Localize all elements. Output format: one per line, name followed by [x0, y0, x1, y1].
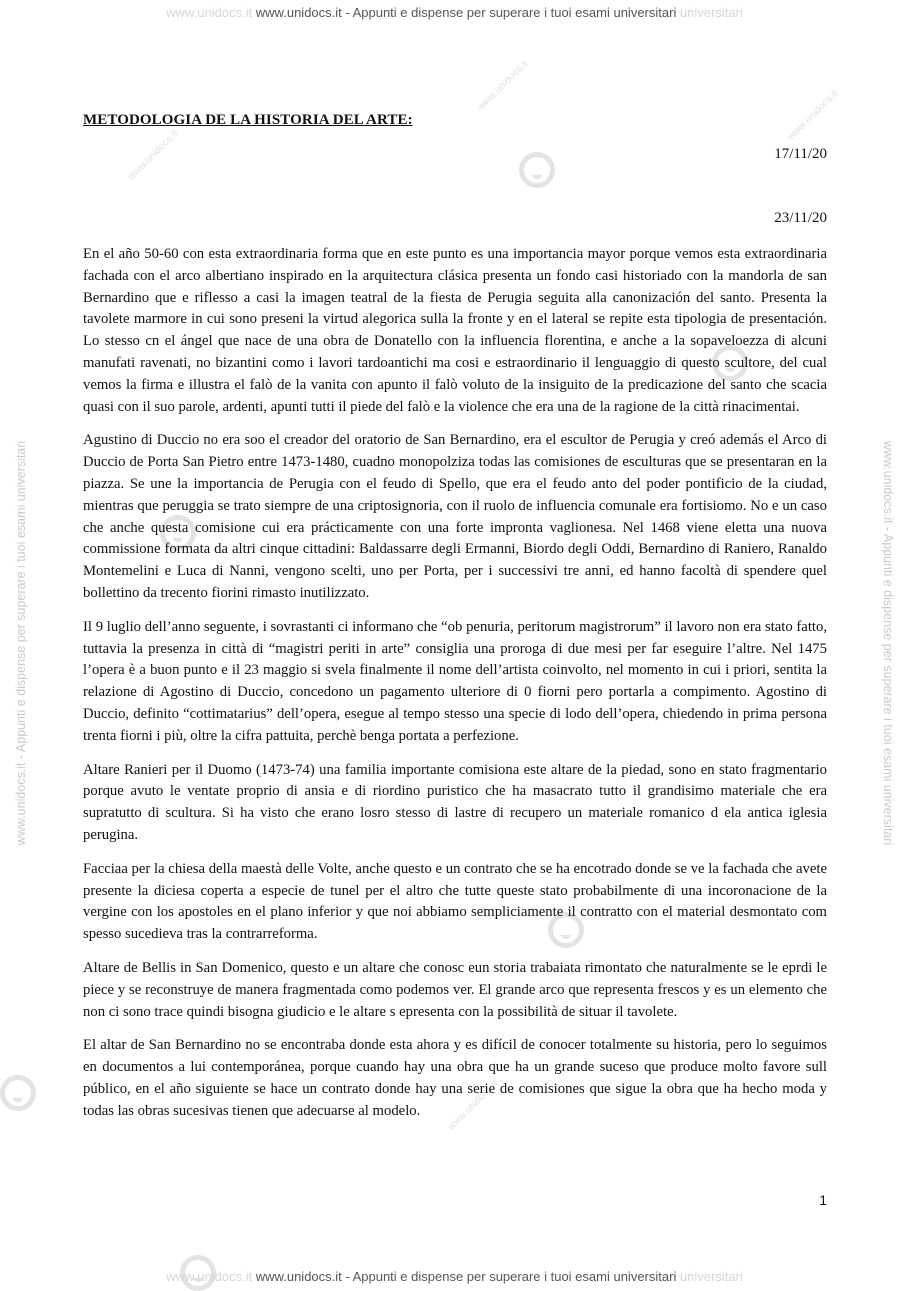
document-title: METODOLOGIA DE LA HISTORIA DEL ARTE:	[83, 112, 413, 128]
watermark-diagonal: www.unidocs.it	[125, 128, 181, 183]
watermark-faded-left: www.unidocs.it	[166, 1269, 253, 1284]
watermark-side-right: www.unidocs.it - Appunti e dispense per superare i tuoi esami universitari	[881, 440, 895, 846]
watermark-faded-right: universitari	[679, 5, 743, 20]
date-label: 23/11/20	[774, 210, 827, 226]
date-label: 17/11/20	[774, 146, 827, 162]
watermark-faded-right: universitari	[679, 1269, 743, 1284]
watermark-banner-bottom	[0, 1266, 909, 1288]
watermark-faded-left: www.unidocs.it	[166, 5, 253, 20]
page-number: 1	[819, 1192, 827, 1208]
watermark-banner-top	[0, 2, 909, 24]
paragraph: Il 9 luglio dell’anno seguente, i sovrastanti ci informano che “ob penuria, peritorum magistrorum” il lavoro non era stato fatto, tuttavia la presenza in città di “magistri periti in arte” consiglia una proroga di due mesi per far eseguire l’altre. Nel 1475 l’opera è a buon punto e il 23 maggio si svela finalmente il nome dell’artista coinvolto, nel momento in cui i priori, sentita la relazione di Agostino di Duccio, concedono un pagamento ulteriore di 0 fiorni pero portarla a compimento. Agostino di Duccio, definito “cottimatarius” dell’opera, esegue al tempo stesso una specie di lodo dell’opera, chiedendo in prima persona trenta fiorni i più, oltre la cifra pattuita, perchè benga portata a perfezione.	[83, 618, 827, 744]
paragraph: En el año 50-60 con esta extraordinaria forma que en este punto es una importancia mayor porque vemos esta extraordinaria fachada con el arco albertiano inspirado en la arquitectura clásica presenta un fondo casi historiado con la mandorla de san Bernardino que e riflesso a casi la imagen teatral de la fiesta de Perugia seguita alla canonización del santo. Presenta la tavolete marmore in cui sono preseni la virtud alegorica sulla la fronte y en el lateral se repite esta tipologia de presentación. Lo stesso cn el ángel que nace de una obra de Donatello con la influencia florentina, e anche a la sopaveloezza di alcuni manufati ravenati, no bizantini como i lavori tardoantichi ma cosi e estraordinario il lenguaggio di questo scultore, del cual vemos la firma e illustra el falò de la vanita con apunto il falò voluto de la insiguito de la predicazione del santo che scacia quasi con il suo parole, ardenti, apunti tutti il piede del falò e la violence che era una de la ragione de la città rinacimentai.	[83, 246, 827, 415]
unidocs-logo-icon	[519, 152, 555, 188]
watermark-banner-text: www.unidocs.it - Appunti e dispense per superare i tuoi esami universitari	[255, 5, 677, 20]
paragraph: Altare Ranieri per il Duomo (1473-74) una familia importante comisiona este altare de la piedad, sono en stato fragmentario porque avuto le ventate proprio di ansia e di riordino puristico che ha masacrato tutto il grandisimo materiale che era supratutto di scultura. Si ha visto che erano losro stesso di lastre di recupero un materiale romanico d ela antica iglesia perugina.	[83, 761, 827, 843]
watermark-diagonal: www.unidocs.it	[445, 1078, 501, 1133]
watermark-diagonal: www.unidocs.it	[785, 88, 841, 143]
watermark-diagonal: www.unidocs.it	[475, 58, 531, 113]
unidocs-logo-icon	[0, 1075, 36, 1111]
watermark-side-left: www.unidocs.it - Appunti e dispense per superare i tuoi esami universitari	[14, 440, 28, 846]
document-body	[83, 244, 827, 1134]
watermark-banner-text: www.unidocs.it - Appunti e dispense per superare i tuoi esami universitari	[255, 1269, 677, 1284]
paragraph: El altar de San Bernardino no se encontraba donde esta ahora y es difícil de conocer totalmente su historia, pero lo seguimos en documentos a lui contemporánea, porque cuando hay una obra que ha un grande suceso que produce molto favore sull público, en el año siguiente se hace un contrato donde hay una serie de comisiones que sigue la obra que ha hecho moda y todas las obras sucesivas tienen que adecuarse al modelo.	[83, 1037, 827, 1119]
paragraph: Facciaa per la chiesa della maestà delle Volte, anche questo e un contrato che se ha encotrado donde se ve la fachada che avete presente la diciesa coperta a especie de tunel per el altro che tutte queste stato probabilmente di una incoronacione de la vergine con los apostoles en el plano inferior y que noi abbiamo sempliciamente il contratto con el material desmontato com spesso sucedieva tras la contrarreforma.	[83, 860, 827, 943]
paragraph: Agustino di Duccio no era soo el creador del oratorio de San Bernardino, era el escultor de Perugia y creó además el Arco di Duccio de Porta San Pietro entre 1473-1480, cuadno monopolziza todas las comisiones de esculturas que se presentaran en la piazza. Se une la importancia de Perugia con el feudo di Spello, que era el feudo anto del poder pontificio de la ciudad, mientras que peruggia se trato siempre de una criptosignoria, con il ruolo de influencia comunale era fortisiomo. No e un caso che anche questa comisione cui era prácticamente con una forte impronta vaglionesa. Nel 1468 viene eletta una nuova commissione formata da altri cinque cittadini: Baldassarre degli Ermanni, Biordo degli Oddi, Bernardino di Raniero, Ranaldo Montemelini e Luca di Nanni, vengono scelti, uno per Porta, per i successivi tre anni, ed hanno facoltà di spendere quel bollettino da trecento fiorini rimasto inutilizzato.	[83, 432, 827, 601]
paragraph: Altare de Bellis in San Domenico, questo e un altare che conosc eun storia trabaiata rimontato che naturalmente se le eprdi le piece y se reconstruye de manera fragmentada como podemos ver. El grande arco que representa frescos y es un elemento che non ci sono trace quindi bisogna giudicio e le altare s epresenta con la possibilità de situar il tavolete.	[83, 959, 827, 1020]
